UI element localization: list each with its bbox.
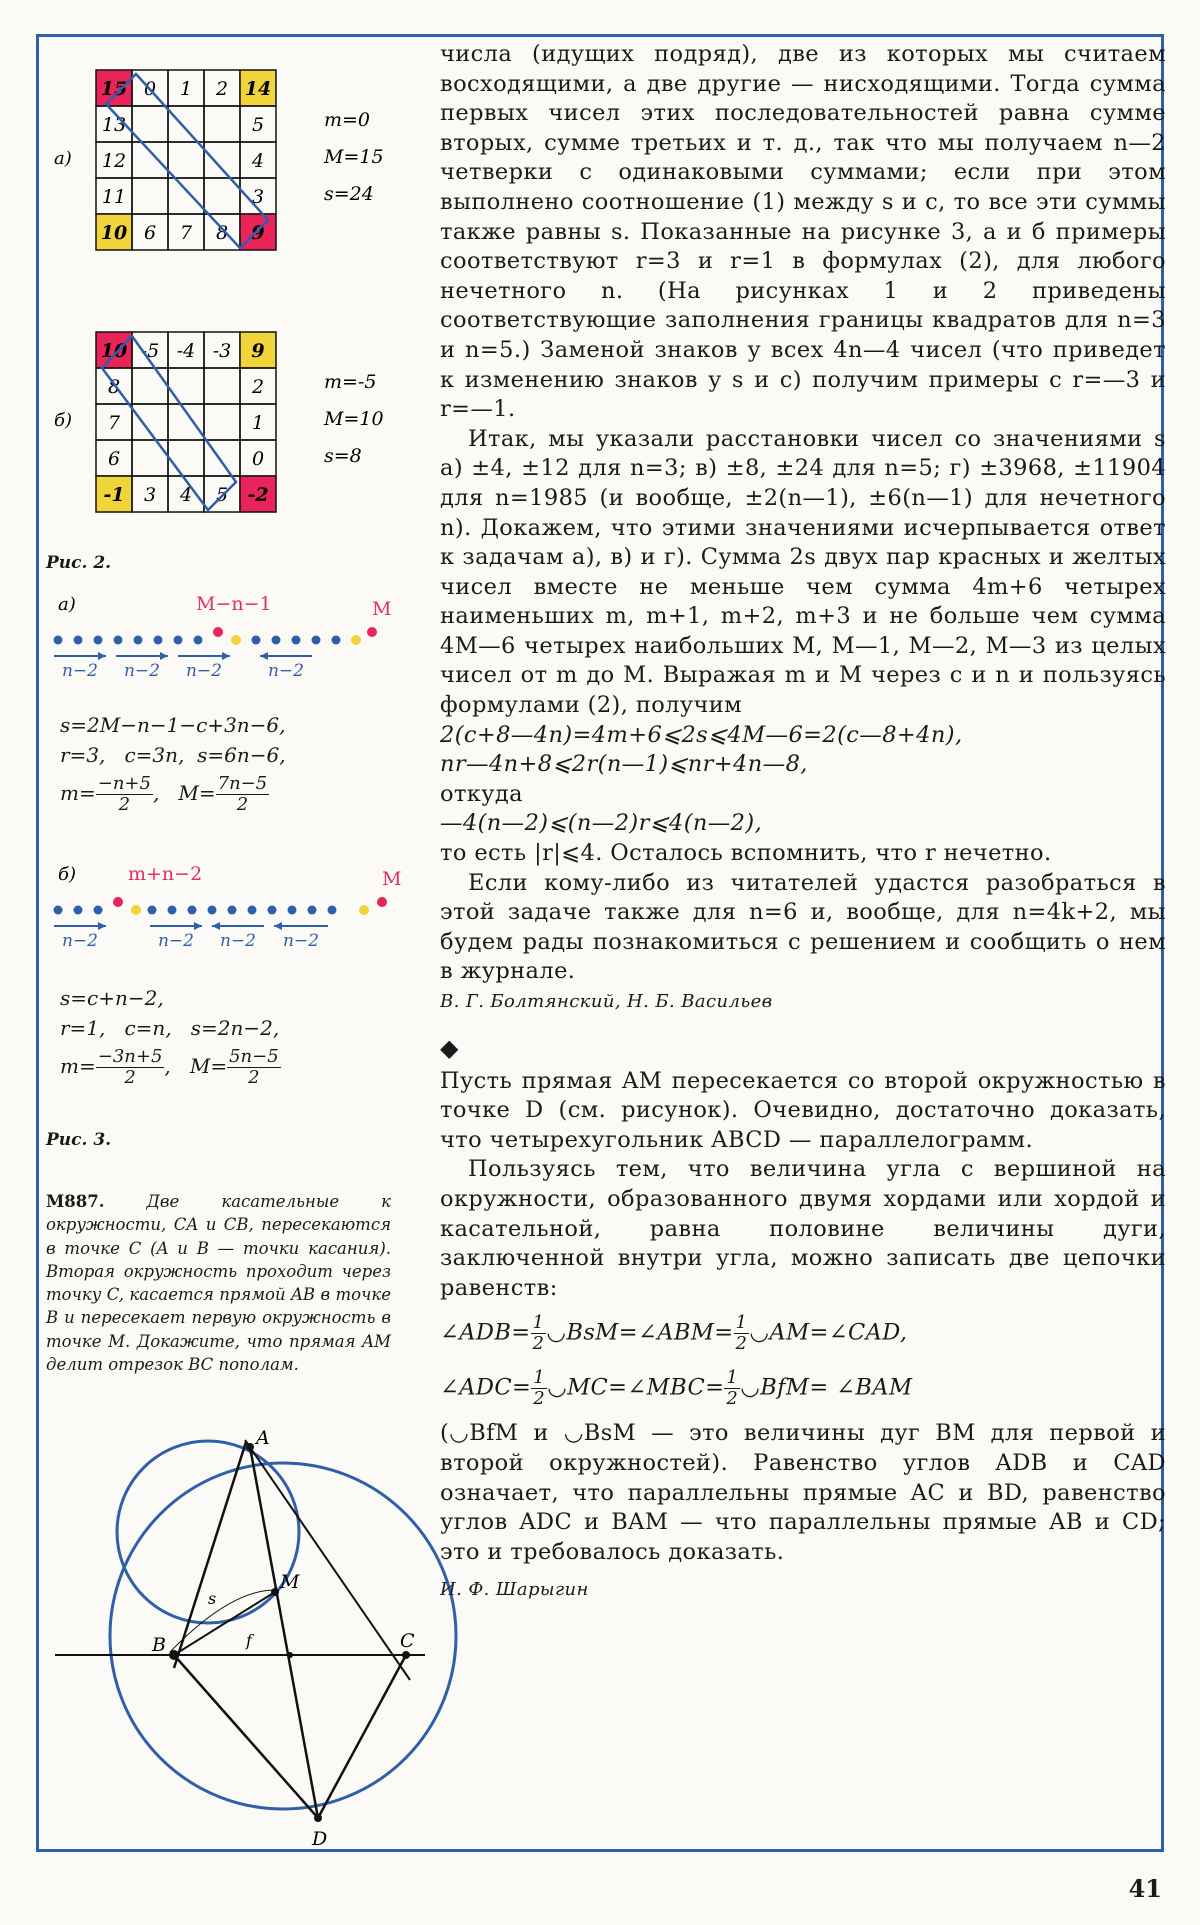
fig3b-arrowhead — [274, 922, 282, 930]
fig3b-top-label-1: m+n−2 — [128, 863, 203, 885]
fig3a-dot — [351, 635, 361, 645]
fig2a-cell — [132, 142, 168, 178]
signature-boltyansky: В. Г. Болтянский, Н. Б. Васильев — [440, 991, 773, 1012]
fig2b-grid — [46, 322, 436, 522]
eq1-half-den: 2 — [532, 1333, 545, 1355]
fig2b-cell-value: 6 — [107, 448, 121, 470]
eq2-half-den: 2 — [533, 1388, 546, 1410]
eq1-half-num-2: 1 — [735, 1312, 748, 1334]
fig3b-dot — [328, 906, 337, 915]
fig3a-dot — [332, 636, 341, 645]
fig3b — [46, 860, 436, 970]
fig3a-arrow-label: n−2 — [123, 661, 161, 681]
fig3b-arrowhead — [212, 922, 220, 930]
fig3a-arrowhead — [160, 652, 168, 660]
fig3b-dot — [188, 906, 197, 915]
fig3a-arrowhead — [260, 652, 268, 660]
eq1-part-b: ◡BsM=∠ABM= — [546, 1319, 734, 1346]
fig3a-dot — [292, 636, 301, 645]
solution-paragraph-3: (◡BfM и ◡BsM — это величины дуг BM для первой и второй окружностей). Равенство углов ADB и CAD означает, что параллельны прямые AC и BD, равенство углов ADC и BAM — что параллельны прямые AB и CD; это и требовалось доказать. — [440, 1420, 1166, 1565]
word-otkuda: откуда — [440, 780, 523, 807]
fig3b-dot — [148, 906, 157, 915]
fig2a-cell-value: 1 — [179, 78, 193, 100]
fig3b-formulas — [60, 983, 281, 1088]
fig3-caption: Рис. 3. — [46, 1130, 112, 1150]
arc-f-label: f — [246, 1631, 252, 1650]
fig3a-dot — [54, 636, 63, 645]
fig2b-cell-value: 2 — [251, 376, 265, 398]
article-column — [440, 40, 1166, 1605]
fig3b-arrow-label: n−2 — [282, 931, 320, 951]
geometry-figure — [50, 1427, 430, 1850]
point-D-label: D — [312, 1828, 328, 1850]
fig3b-arrowhead — [194, 922, 202, 930]
fig3b-dot — [54, 906, 63, 915]
fig3b-dot — [113, 897, 123, 907]
fig3a-arrow-label: n−2 — [185, 661, 223, 681]
eq2-half-num: 1 — [533, 1367, 546, 1389]
fig3a-dot — [252, 636, 261, 645]
fig3b-label: б) — [58, 864, 77, 885]
fig3b-dot — [268, 906, 277, 915]
fig3b-m-num: −3n+5 — [97, 1046, 163, 1067]
angle-chain-2 — [440, 1368, 1166, 1409]
fig3a-dot — [194, 636, 203, 645]
fig2a-cell-value: 12 — [101, 150, 127, 172]
article-paragraph-1: числа (идущих подряд), две из которых мы считаем восходящими, а две другие — нисходящими. Тогда сумма первых чисел этих последовательностей равна сумме вторых, сумме третьих и т. д., так что мы получаем n—2 четверки с одинаковыми суммами; если при этом выполнено соотношение (1) между s и c, то все эти суммы также равны s. Показанные на рисунке 3, а и б примеры соответствуют r=3 и r=1 в формулах (2), для любого нечетного n. (На рисунках 1 и 2 приведены соответствующие заполнения границы квадратов для n=3 и n=5.) Заменой знаков у всех 4n—4 чисел (что приведет к изменению знаков у s и c) получим примеры с r=—3 и r=—1. — [440, 41, 1166, 423]
fig2b-cell-value: -4 — [176, 340, 196, 362]
fig2a-cell-value: 6 — [143, 222, 157, 244]
fig3a-arrow-label: n−2 — [267, 661, 305, 681]
eq2-part-a: ∠ADC= — [440, 1374, 532, 1401]
fig2a-cell-value: 11 — [101, 186, 127, 208]
signature-sharygin: И. Ф. Шарыгин — [440, 1579, 589, 1601]
fig2b-cell-value: 7 — [107, 412, 121, 434]
fig3a-top-label-1: M−n−1 — [196, 593, 272, 615]
fig2a-cell-value: 13 — [101, 114, 127, 136]
fig3b-dot — [377, 897, 387, 907]
point-A-label: A — [256, 1427, 270, 1449]
fig2a-cell — [168, 142, 204, 178]
fig3b-dot — [248, 906, 257, 915]
fig3b-dot — [131, 905, 141, 915]
fig2b-cell-value: 9 — [251, 340, 265, 362]
formula-2: nr—4n+8⩽2r(n—1)⩽nr+4n—8, — [440, 751, 808, 778]
fig3b-dot — [228, 906, 237, 915]
fig2a-cell — [204, 142, 240, 178]
fig2b-val-m: m=-5 — [324, 371, 377, 393]
fig3b-arrow-label: n−2 — [157, 931, 195, 951]
eq2-half-den-2: 2 — [726, 1388, 739, 1410]
point-C-label: C — [400, 1630, 415, 1652]
fig3a-dot — [312, 636, 321, 645]
fig2a-cell-value: 0 — [143, 78, 157, 100]
fig3b-arrow-label: n−2 — [61, 931, 99, 951]
fig3a-M-den: 2 — [236, 794, 249, 815]
fig2b-cell-value: -1 — [103, 484, 125, 506]
eq2-part-b: ◡MC=∠MBC= — [547, 1374, 725, 1401]
fig2b-cell-value: 10 — [100, 340, 128, 362]
problem-text: Две касательные к окружности, CA и CB, пересекаются в точке C (A и B — точки касания). Вторая окружность проходит через точку C, касается прямой AB в точке B и пересекает первую окружность в точке M. Докажите, что прямая AM делит отрезок BC пополам. — [46, 1192, 391, 1375]
fig3a-formulas — [60, 710, 286, 815]
fig3a-label: а) — [58, 594, 76, 615]
fig3b-line3: m= $\frac{-3n+5}{2}$ , M= $\frac{5n-5}{2}$ — [60, 1046, 279, 1088]
eq1-part-a: ∠ADB= — [440, 1319, 531, 1346]
fig3a-m-num: −n+5 — [97, 773, 151, 794]
fig2a-cell-value: 7 — [179, 222, 193, 244]
eq1-part-c: ◡AM=∠CAD, — [749, 1319, 908, 1346]
line-ad — [250, 1447, 318, 1818]
formula-3: —4(n—2)⩽(n—2)r⩽4(n—2), — [440, 810, 763, 837]
problem-m887 — [46, 1190, 391, 1376]
fig2b-val-s: s=8 — [324, 445, 362, 467]
fig2a-cell — [132, 178, 168, 214]
fig3a — [46, 590, 436, 700]
article-paragraph-4: Если кому-либо из читателей удастся разобраться в этой задаче также для n=6 и, вообще, для n=4k+2, мы будем рады познакомиться с решением и сообщить о нем в журнале. — [440, 869, 1166, 985]
fig2a-cell-value: 10 — [100, 222, 128, 244]
fig2a-val-M: M=15 — [324, 146, 384, 168]
fig3b-dot — [359, 905, 369, 915]
fig3b-dot — [168, 906, 177, 915]
solution-paragraph-1: Пусть прямая AM пересекается со второй окружностью в точке D (см. рисунок). Очевидно, достаточно доказать, что четырехугольник ABCD — параллелограмм. — [440, 1067, 1166, 1153]
fig2a-cell — [168, 106, 204, 142]
fig3a-arrowhead — [98, 652, 106, 660]
fig3b-line2: r=1, c=n, s=2n−2, — [60, 1016, 280, 1040]
fig2b-cell-value: 5 — [215, 484, 229, 506]
fig2b-cell — [132, 368, 168, 404]
fig2a-label: а) — [54, 148, 72, 169]
eq1-half-num: 1 — [532, 1312, 545, 1334]
fig3a-dot — [134, 636, 143, 645]
solution-paragraph-2: Пользуясь тем, что величина угла с вершиной на окружности, образованного двумя хордами или хордой и касательной, равна половине величины дуги, заключенной внутри угла, можно записать две цепочки равенств: — [440, 1156, 1166, 1301]
fig3a-arrowhead — [222, 652, 230, 660]
fig2a-val-m: m=0 — [324, 109, 371, 131]
fig2b-cell-value: -5 — [140, 340, 160, 362]
fig2-caption: Рис. 2. — [46, 553, 112, 573]
fig3a-top-label-2: M — [372, 598, 392, 620]
fig3a-line2: r=3, c=3n, s=6n−6, — [60, 743, 286, 767]
article-paragraph-3: то есть |r|⩽4. Осталось вспомнить, что r нечетно. — [440, 840, 1052, 867]
eq1-half-den-2: 2 — [735, 1333, 748, 1355]
fig3b-M-den: 2 — [248, 1067, 260, 1088]
fig3a-dot — [231, 635, 241, 645]
fig2b-cell — [204, 404, 240, 440]
fig2b-cell-value: 3 — [143, 484, 157, 506]
problem-number: М887. — [46, 1192, 105, 1211]
fig2b-cell — [168, 368, 204, 404]
fig3a-M-num: 7n−5 — [217, 773, 268, 794]
fig3b-arrowhead — [98, 922, 106, 930]
fig2b-cell-value: 8 — [107, 376, 121, 398]
line-ab — [174, 1442, 246, 1668]
fig2a-cell-value: 9 — [251, 222, 265, 244]
formula-1: 2(c+8—4n)=4m+6⩽2s⩽4M—6=2(c—8+4n), — [440, 721, 963, 748]
fig3b-arrow-label: n−2 — [219, 931, 257, 951]
fig3a-dot — [74, 636, 83, 645]
page-number: 41 — [1128, 1874, 1162, 1903]
fig3a-m-den: 2 — [118, 794, 131, 815]
fig3b-dot — [288, 906, 297, 915]
fig2a-cell-value: 2 — [215, 78, 229, 100]
fig3a-dot — [174, 636, 183, 645]
fig2a-cell-value: 5 — [251, 114, 265, 136]
fig2a-cell-value: 14 — [244, 78, 272, 100]
fig3b-top-label-2: M — [382, 868, 402, 890]
fig2a-grid — [46, 60, 436, 260]
fig2b-cell — [132, 440, 168, 476]
fig3b-m-den: 2 — [124, 1067, 136, 1088]
fig2b-cell — [204, 368, 240, 404]
line-bd — [174, 1655, 318, 1818]
fig2b-cell — [168, 404, 204, 440]
fig3b-dot — [308, 906, 317, 915]
fig3a-dot — [94, 636, 103, 645]
fig2b-cell-value: -2 — [247, 484, 269, 506]
fig2a-cell-value: 4 — [251, 150, 265, 172]
fig2b-cell-value: 0 — [251, 448, 265, 470]
fig3b-dot — [74, 906, 83, 915]
fig2a-cell-value: 15 — [100, 78, 128, 100]
fig3a-dot — [272, 636, 281, 645]
fig2b-cell-value: -3 — [212, 340, 232, 362]
fig3a-arrow-label: n−2 — [61, 661, 99, 681]
fig2b-cell-value: 1 — [251, 412, 265, 434]
fig3a-dot — [367, 627, 377, 637]
fig3b-M-num: 5n−5 — [229, 1046, 279, 1067]
section-diamond: ◆ — [440, 1033, 459, 1062]
point-B-label: B — [152, 1634, 166, 1656]
fig3b-line1: s=c+n−2, — [60, 986, 164, 1010]
arc-s-label: s — [208, 1589, 217, 1608]
fig2b-label: б) — [54, 410, 73, 431]
fig3a-dot — [213, 627, 223, 637]
fig2a-val-s: s=24 — [324, 183, 374, 205]
eq2-half-num-2: 1 — [726, 1367, 739, 1389]
fig3a-dot — [154, 636, 163, 645]
line-cd — [318, 1655, 406, 1818]
fig2b-val-M: M=10 — [324, 408, 384, 430]
fig3b-dot — [94, 906, 103, 915]
angle-chain-1 — [440, 1313, 1166, 1354]
fig2b-cell — [132, 404, 168, 440]
fig2a-cell-value: 8 — [215, 222, 229, 244]
fig2a-cell-value: 3 — [251, 186, 265, 208]
fig3a-line1: s=2M−n−1−c+3n−6, — [60, 713, 286, 737]
fig2a-cell — [168, 178, 204, 214]
fig2a-cell — [204, 106, 240, 142]
eq2-part-c: ◡BfM= ∠BAM — [740, 1374, 913, 1401]
fig3a-dot — [114, 636, 123, 645]
fig2b-cell-value: 4 — [179, 484, 193, 506]
fig2b-cell — [168, 440, 204, 476]
fig3a-line3: m= $\frac{-n+5}{2}$ , M= $\frac{7n-5}{2}$ — [60, 773, 268, 815]
article-paragraph-2: Итак, мы указали расстановки чисел со значениями s а) ±4, ±12 для n=3; в) ±8, ±24 для n=5; г) ±3968, ±11904 для n=1985 (и вообще, ±2(n—1), ±6(n—1) для нечетного n). Докажем, что этими значениями исчерпывается ответ к задачам а), в) и г). Сумма 2s двух пар красных и желтых чисел вместе не меньше чем сумма 4m+6 четырех наименьших m, m+1, m+2, m+3 и не больше чем сумма 4M—6 четырех наибольших M, M—1, M—2, M—3 из целых чисел от m до M. Выражая m и M через c и n и пользуясь формулами (2), получим — [440, 425, 1166, 719]
point-M-label: M — [280, 1571, 300, 1593]
fig3b-dot — [208, 906, 217, 915]
